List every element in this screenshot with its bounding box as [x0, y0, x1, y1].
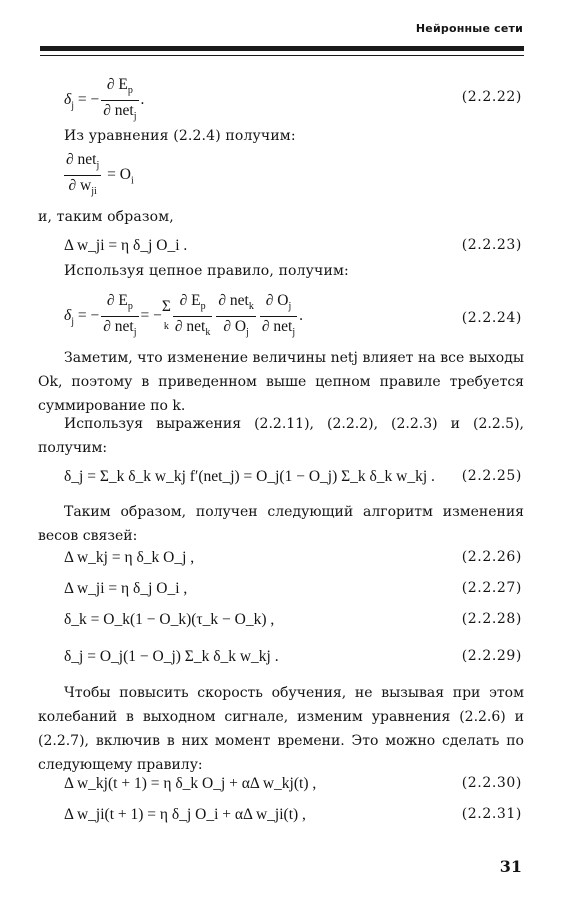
equation-number: (2.2.31)	[461, 806, 522, 822]
equation-2-2-26: Δ w_kj = η δ_k O_j ,	[64, 549, 195, 566]
text-line: и, таким образом,	[38, 209, 174, 225]
running-header: Нейронные сети	[415, 22, 523, 35]
header-rule-thin	[40, 55, 524, 56]
paragraph: Таким образом, получен следующий алгоритм изменения весов связей:	[38, 504, 524, 544]
paragraph: Заметим, что изменение величины netj влияет на все выходы Ok, поэтому в приведенном выше цепном правиле требуется суммирование по k.	[38, 350, 524, 414]
equation-2-2-30: Δ w_kj(t + 1) = η δ_k O_j + αΔ w_kj(t) ,	[64, 775, 317, 792]
text-line: Из уравнения (2.2.4) получим:	[64, 128, 296, 144]
equation-number: (2.2.22)	[461, 89, 522, 105]
header-rule-thick	[40, 46, 524, 51]
equation-2-2-28: δ_k = O_k(1 − O_k)(τ_k − O_k) ,	[64, 611, 275, 628]
page-number: 31	[499, 857, 522, 876]
equation-number: (2.2.28)	[461, 611, 522, 627]
equation-number: (2.2.25)	[461, 468, 522, 484]
equation-number: (2.2.23)	[461, 237, 522, 253]
equation-net-derivative: $\frac{\partial net_j}{\partial w_{ji}}$ = $O_i$	[66, 151, 134, 198]
equation-number: (2.2.30)	[461, 775, 522, 791]
text-line: Используя цепное правило, получим:	[64, 263, 349, 279]
paragraph: Используя выражения (2.2.11), (2.2.2), (2.2.3) и (2.2.5), получим:	[38, 416, 524, 456]
equation-2-2-27: Δ w_ji = η δ_j O_i ,	[64, 580, 188, 597]
equation-2-2-24: $\delta_j$ = − $\frac{\partial E_p}{\partial net_j}$ = −Σ $_k$ $\frac{\partial E_p}{\partial net_k}$ $\frac{\partial net_k}{\partial O_j}$ $\frac{\partial O_j}{\partial net_j}$ .	[64, 292, 303, 339]
paragraph: Чтобы повысить скорость обучения, не вызывая при этом колебаний в выходном сигнале, изменим уравнения (2.2.6) и (2.2.7), включив в них момент времени. Это можно сделать по следующему правилу:	[38, 685, 524, 773]
equation-number: (2.2.24)	[461, 310, 522, 326]
equation-number: (2.2.29)	[461, 648, 522, 664]
equation-2-2-29: δ_j = O_j(1 − O_j) Σ_k δ_k w_kj .	[64, 648, 279, 665]
equation-2-2-31: Δ w_ji(t + 1) = η δ_j O_i + αΔ w_ji(t) ,	[64, 806, 306, 823]
equation-2-2-25: δ_j = Σ_k δ_k w_kj f′(net_j) = O_j(1 − O_j) Σ_k δ_k w_kj .	[64, 468, 435, 485]
equation-number: (2.2.26)	[461, 549, 522, 565]
equation-2-2-23: Δ w_ji = η δ_j O_i .	[64, 237, 188, 254]
equation-2-2-22: $\delta_j$ = − $\frac{\partial E_p}{\partial net_j}$ .	[64, 76, 145, 123]
equation-number: (2.2.27)	[461, 580, 522, 596]
